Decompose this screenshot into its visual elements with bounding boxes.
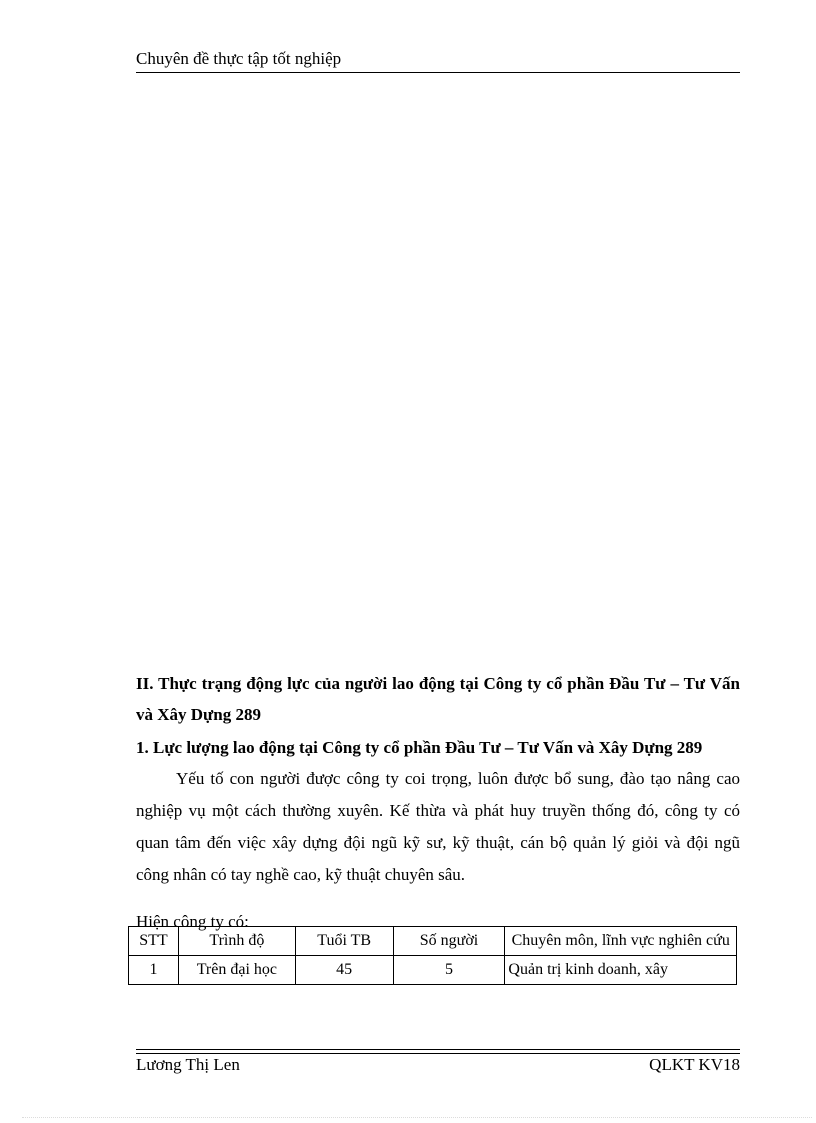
table-cell: 5 [393, 956, 505, 985]
subsection-heading: 1. Lực lượng lao động tại Công ty cổ phần Đầu Tư – Tư Vấn và Xây Dựng 289 [136, 738, 703, 757]
footer-class-code: QLKT KV18 [649, 1055, 740, 1074]
column-header: Chuyên môn, lĩnh vực nghiên cứu [505, 927, 737, 956]
column-header: STT [129, 927, 179, 956]
column-header: Trình độ [178, 927, 295, 956]
body-paragraph: Yếu tố con người được công ty coi trọng, luôn được bổ sung, đào tạo nâng cao nghiệp vụ một cách thường xuyên. Kế thừa và phát huy truyền thống đó, công ty có quan tâm đến việc xây dựng đội ngũ kỹ sư, kỹ thuật, cán bộ quản lý giỏi và đội ngũ công nhân có tay nghề cao, kỹ thuật chuyên sâu. [136, 769, 740, 884]
page-header [136, 48, 740, 73]
column-header: Số người [393, 927, 505, 956]
page-edge-dotted-line [22, 1117, 812, 1118]
table-header-row [129, 927, 737, 956]
footer-divider [136, 1049, 740, 1050]
section-heading: II. Thực trạng động lực của người lao động tại Công ty cổ phần Đầu Tư – Tư Vấn và Xây Dựng 289 [136, 674, 740, 724]
table-cell: Quản trị kinh doanh, xây [505, 956, 737, 985]
table-cell: Trên đại học [178, 956, 295, 985]
footer-author: Lương Thị Len [136, 1055, 240, 1074]
column-header: Tuổi TB [295, 927, 393, 956]
table-cell: 1 [129, 956, 179, 985]
table-cell: 45 [295, 956, 393, 985]
staff-table [128, 926, 737, 985]
table-intro: Hiện công ty có: [136, 912, 249, 931]
table-row [129, 956, 737, 985]
page-content [136, 668, 740, 953]
document-title: Chuyên đề thực tập tốt nghiệp [136, 49, 342, 68]
